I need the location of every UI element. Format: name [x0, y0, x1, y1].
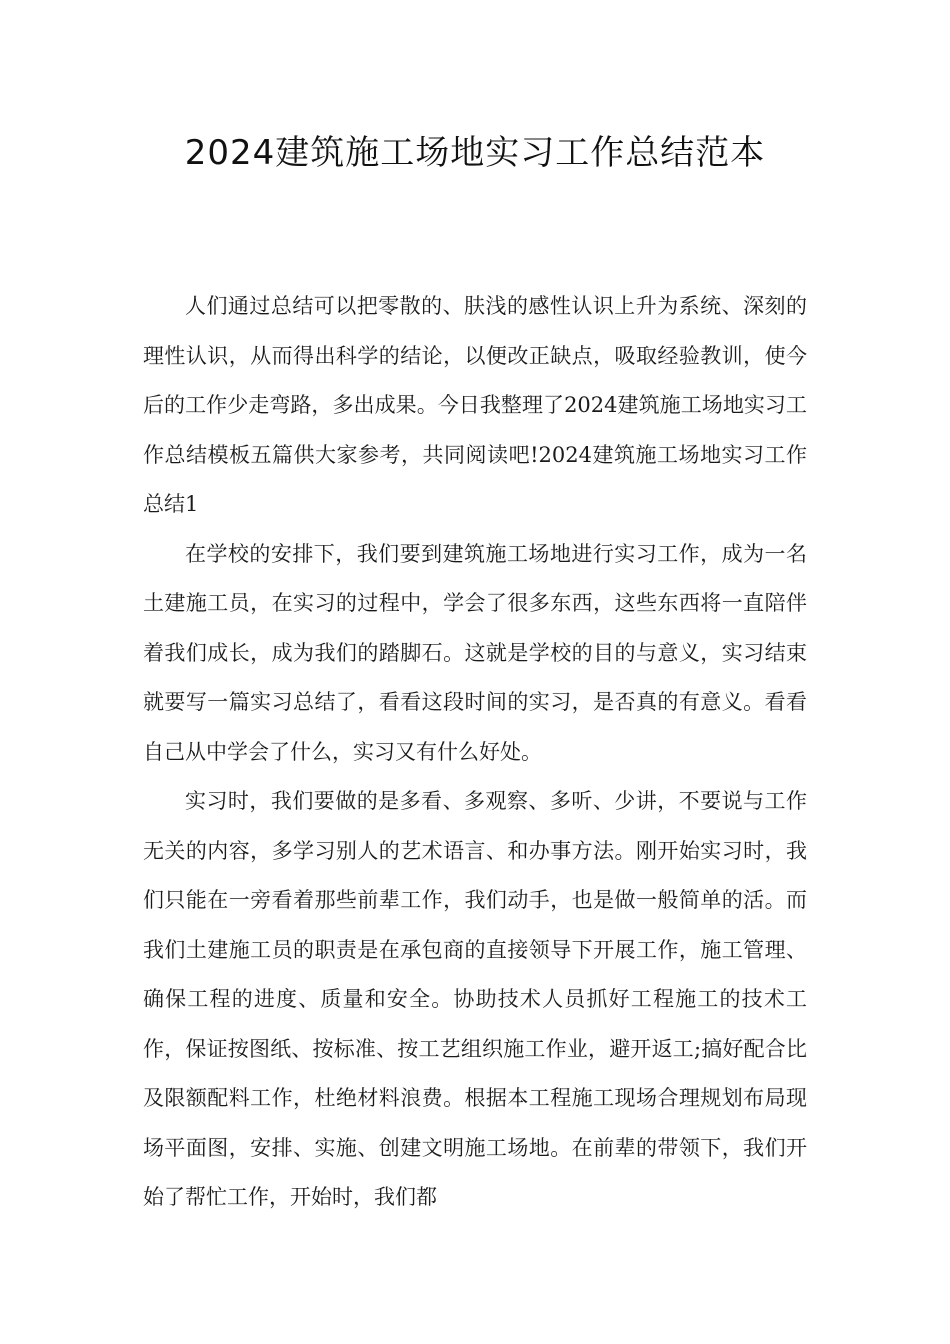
document-body	[143, 282, 807, 1223]
paragraph-intro: 人们通过总结可以把零散的、肤浅的感性认识上升为系统、深刻的理性认识，从而得出科学的结论，以便改正缺点，吸取经验教训，使今后的工作少走弯路，多出成果。今日我整理了2024建筑施工场地实习工作总结模板五篇供大家参考，共同阅读吧!2024建筑施工场地实习工作总结1	[143, 294, 807, 516]
paragraph-arrangement: 在学校的安排下，我们要到建筑施工场地进行实习工作，成为一名土建施工员，在实习的过程中，学会了很多东西，这些东西将一直陪伴着我们成长，成为我们的踏脚石。这就是学校的目的与意义，实习结束就要写一篇实习总结了，看看这段时间的实习，是否真的有意义。看看自己从中学会了什么，实习又有什么好处。	[143, 541, 807, 764]
paragraph-duties: 实习时，我们要做的是多看、多观察、多听、少讲，不要说与工作无关的内容，多学习别人的艺术语言、和办事方法。刚开始实习时，我们只能在一旁看着那些前辈工作，我们动手，也是做一般简单的活。而我们土建施工员的职责是在承包商的直接领导下开展工作，施工管理、确保工程的进度、质量和安全。协助技术人员抓好工程施工的技术工作，保证按图纸、按标准、按工艺组织施工作业，避开返工;搞好配合比及限额配料工作，杜绝材料浪费。根据本工程施工现场合理规划布局现场平面图，安排、实施、创建文明施工场地。在前辈的带领下，我们开始了帮忙工作，开始时，我们都	[143, 789, 807, 1209]
document-title: 2024建筑施工场地实习工作总结范本	[184, 133, 766, 173]
